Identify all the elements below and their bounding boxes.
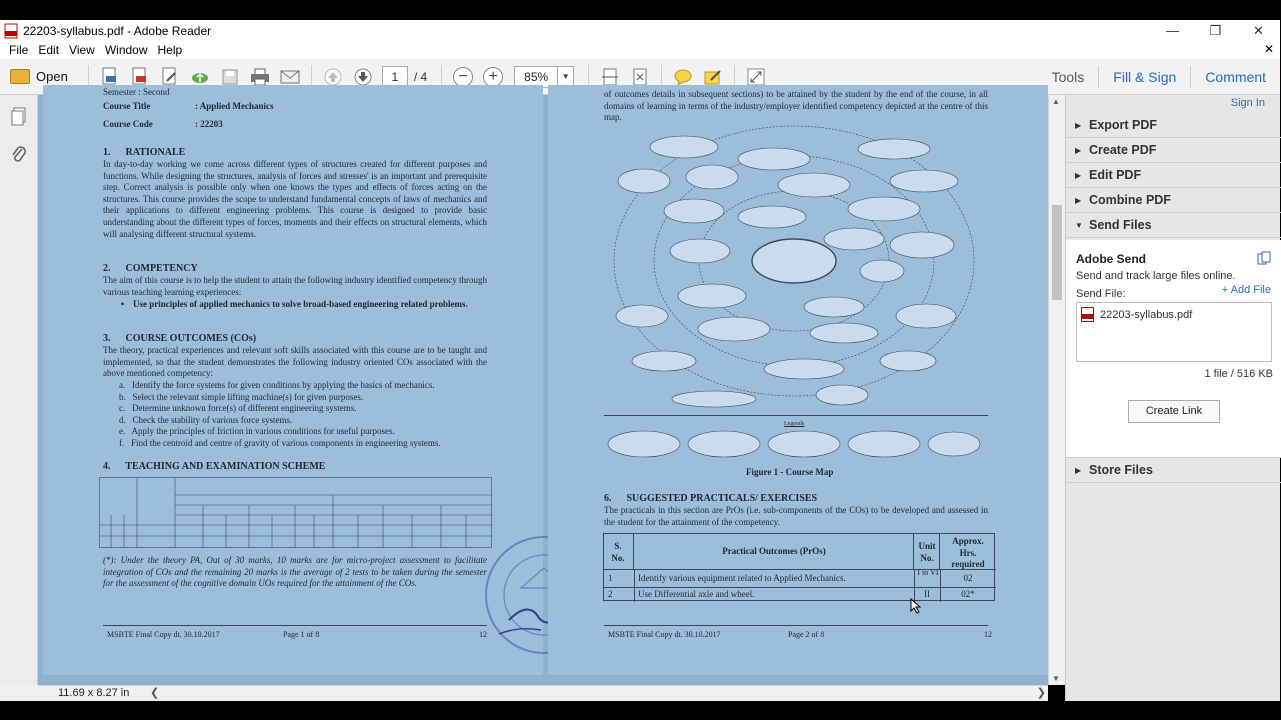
section-heading-competency: 2. COMPETENCY: [103, 263, 198, 274]
copy-link-icon[interactable]: [1257, 251, 1271, 265]
send-files-section[interactable]: [1066, 213, 1281, 238]
course-title-value: : Applied Mechanics: [195, 101, 274, 111]
row-practical: Identify various equipment related to Applied Mechanics.: [638, 573, 846, 583]
document-view[interactable]: [38, 87, 1048, 685]
send-file-label: Send File:: [1076, 288, 1126, 300]
legends-label: Legends: [784, 421, 805, 427]
practicals-table: [603, 533, 995, 601]
restore-icon[interactable]: ❐: [1209, 22, 1222, 38]
expand-right-icon: ▶: [1075, 145, 1082, 155]
screen-bottom-border: [0, 701, 1280, 720]
zoom-out-button[interactable]: −: [453, 67, 473, 87]
cell-divider: [914, 570, 915, 588]
combine-pdf-section[interactable]: [1066, 188, 1281, 213]
file-name: 22203-syllabus.pdf: [1100, 309, 1193, 321]
row-practical: Use Differential axle and wheel.: [638, 589, 755, 599]
header-hrs-text: Approx. Hrs. required: [951, 536, 985, 570]
window-title: 22203-syllabus.pdf - Adobe Reader: [23, 23, 212, 38]
file-count-size: 1 file / 516 KB: [1204, 368, 1273, 380]
table-row: [604, 570, 996, 588]
competency-text: The aim of this course is to help the student to attain the following industry identified competency through various teaching learning experiences:: [103, 275, 487, 297]
create-pdf-label: Create PDF: [1089, 143, 1157, 157]
tools-tab[interactable]: Tools: [1051, 69, 1085, 85]
export-pdf-section[interactable]: [1066, 113, 1281, 138]
open-button[interactable]: [10, 69, 68, 84]
zoom-in-button[interactable]: +: [483, 67, 503, 87]
course-code-label: Course Code: [103, 119, 153, 129]
co-item-a: a. Identify the force systems for given conditions by applying the basics of mechanics.: [119, 380, 435, 390]
menu-window[interactable]: Window: [104, 43, 148, 57]
expand-right-icon: ▶: [1075, 120, 1082, 130]
course-map-diagram: [604, 121, 988, 411]
figure-caption: Figure 1 - Course Map: [746, 467, 834, 477]
course-outcomes-intro: The theory, practical experiences and relevant soft skills associated with this course are to be taught and implemented, so that the student demonstrates the following industry oriented COs associated with the above mentioned competency:: [103, 345, 487, 379]
table-row: [604, 588, 996, 602]
open-label: Open: [36, 69, 68, 84]
zoom-level-input[interactable]: 85%: [514, 66, 558, 88]
screen-top-border: [0, 0, 1280, 20]
navigation-pane: [0, 95, 38, 685]
close-document-icon[interactable]: ✕: [1263, 42, 1274, 56]
semester-line: Semester : Second: [103, 87, 170, 97]
page-size-readout: 11.69 x 8.27 in: [58, 687, 130, 699]
header-unit-text: Unit No.: [918, 541, 936, 563]
header-sno-text: S. No.: [611, 541, 625, 563]
bullet-icon: •: [121, 299, 125, 309]
page1-footer-left: MSBTE Final Copy dt. 30.10.2017: [107, 630, 220, 639]
combine-pdf-label: Combine PDF: [1089, 193, 1171, 207]
edit-pdf-section[interactable]: [1066, 163, 1281, 188]
co-item-d: d. Check the stability of various force systems.: [119, 414, 293, 425]
comment-tab[interactable]: Comment: [1205, 69, 1266, 85]
section-heading-course-outcomes: 3. COURSE OUTCOMES (COs): [103, 333, 257, 344]
pdf-file-icon: [1081, 307, 1094, 322]
scroll-down-icon[interactable]: ▼: [1052, 674, 1060, 683]
minimize-icon[interactable]: —: [1166, 23, 1179, 38]
course-code-value: : 22203: [195, 119, 223, 129]
export-pdf-label: Export PDF: [1089, 118, 1158, 132]
toolbar-right-tabs: [1038, 59, 1280, 95]
attachments-icon[interactable]: [7, 143, 31, 167]
expand-right-icon: ▶: [1075, 465, 1082, 475]
horizontal-scrollbar[interactable]: [38, 685, 1048, 701]
page1-footer-right: 12: [479, 630, 487, 639]
pdf-page-2: [548, 85, 1048, 675]
co-item-c: c. Determine unknown force(s) of different engineering systems.: [119, 403, 357, 413]
expand-right-icon: ▶: [1075, 170, 1082, 180]
page2-footer-mid: Page 2 of 8: [788, 630, 825, 639]
teaching-exam-scheme-table: [99, 477, 493, 549]
status-corner: [0, 685, 38, 701]
page2-footer-left: MSBTE Final Copy dt. 30.10.2017: [608, 630, 721, 639]
scroll-left-icon[interactable]: ❮: [150, 687, 160, 699]
vertical-scrollbar[interactable]: [1048, 95, 1065, 685]
scroll-right-icon[interactable]: ❯: [1036, 687, 1046, 699]
expand-down-icon: ▼: [1075, 220, 1083, 230]
page-thumbnails-icon[interactable]: [7, 105, 31, 129]
create-link-button[interactable]: Create Link: [1128, 400, 1220, 423]
fill-sign-tab[interactable]: Fill & Sign: [1113, 69, 1177, 85]
menu-edit[interactable]: Edit: [38, 43, 60, 57]
folder-icon: [10, 69, 30, 84]
vertical-scroll-thumb[interactable]: [1052, 205, 1062, 300]
page1-footer-mid: Page 1 of 8: [283, 630, 320, 639]
competency-bullet: [121, 299, 487, 311]
legend-rule: [604, 415, 988, 416]
store-files-section[interactable]: [1066, 458, 1281, 483]
practicals-intro: The practicals in this section are PrOs (i.e. sub-components of the COs) to be developed and assessed in the student for the attainment of the competency.: [604, 505, 988, 527]
cell-divider: [634, 588, 635, 602]
menu-file[interactable]: File: [9, 43, 29, 57]
window-controls: [1151, 20, 1280, 41]
footer-rule: [604, 625, 988, 626]
file-list[interactable]: [1076, 302, 1272, 362]
adobe-send-title: Adobe Send: [1076, 252, 1147, 266]
store-files-label: Store Files: [1089, 463, 1153, 477]
zoom-dropdown-icon[interactable]: ▼: [558, 66, 574, 88]
send-files-label: Send Files: [1089, 218, 1152, 232]
legend-ellipses: [604, 429, 988, 459]
header-cell-pros: [634, 534, 914, 570]
section-heading-teaching-scheme: 4. TEACHING AND EXAMINATION SCHEME: [103, 461, 326, 472]
pdf-app-icon: [4, 24, 18, 38]
row-unit: I to VI: [917, 568, 939, 577]
page2-footer-right: 12: [984, 630, 992, 639]
menu-bar: [0, 41, 1280, 59]
co-item-e: e. Apply the principles of friction in various conditions for useful purposes.: [119, 426, 395, 436]
row-sno: 2: [608, 589, 613, 599]
header-pros-text: Practical Outcomes (PrOs): [722, 546, 826, 556]
row-unit: II: [924, 589, 930, 599]
section-heading-practicals: 6. SUGGESTED PRACTICALS/ EXERCISES: [604, 493, 818, 504]
page-number-input[interactable]: 1: [382, 66, 408, 88]
mouse-pointer-icon: [910, 598, 922, 614]
row-hours: 02*: [961, 589, 975, 599]
sign-in-link[interactable]: Sign In: [1230, 97, 1265, 109]
tools-pane: [1065, 95, 1280, 701]
cell-divider: [634, 570, 635, 588]
header-cell-sno: [604, 534, 634, 570]
adobe-send-description: Send and track large files online.: [1076, 270, 1236, 282]
pdf-page-1: [43, 85, 543, 675]
competency-bullet-text: Use principles of applied mechanics to solve broad-based engineering related problems.: [133, 299, 468, 309]
create-pdf-section[interactable]: [1066, 138, 1281, 163]
add-file-link[interactable]: + Add File: [1221, 284, 1271, 296]
header-cell-hrs: [940, 534, 996, 570]
header-cell-unit: [914, 534, 940, 570]
course-title-label: Course Title: [103, 101, 151, 111]
theory-pa-note: (*): Under the theory PA, Out of 30 marks, 10 marks are for micro-project assessment to facilitate integration of COs and the remaining 20 marks is the average of 2 tests to be taken during the semester for the assessment of the cognitive domain UOs required for the attainment of the COs.: [103, 555, 487, 589]
close-icon[interactable]: ✕: [1253, 22, 1264, 38]
co-item-b: b. Select the relevant simple lifting machine(s) for given purposes.: [119, 391, 364, 402]
scroll-up-icon[interactable]: ▲: [1052, 97, 1060, 106]
expand-right-icon: ▶: [1075, 195, 1082, 205]
rationale-text: In day-to-day working we come across different types of structures created for different purposes and functions. While designing the structures, analysis of forces and stresses' is an important and prerequisite step. Correct analysis is possible only when one knows the types and effects of forces acting on the structures. This course provides the scope to understand fundamental concepts of laws of mechanics and their applications to different engineering problems. This course is designed to provide basic understanding about the different types of forces, moments and their effects on structural elements, which will analysing different structural systems.: [103, 159, 487, 239]
footer-rule: [103, 625, 487, 626]
page-total: / 4: [413, 69, 428, 84]
row-sno: 1: [608, 573, 613, 583]
co-item-f: f. Find the centroid and centre of gravity of various components in engineering systems.: [119, 437, 441, 448]
section-heading-rationale: 1. RATIONALE: [103, 147, 186, 158]
edit-pdf-label: Edit PDF: [1089, 168, 1142, 182]
title-bar: [0, 20, 1280, 41]
menu-help[interactable]: Help: [157, 43, 183, 57]
adobe-send-panel: [1066, 240, 1281, 458]
course-map-intro-text: of outcomes details in subsequent sections) to be attained by the student by the end of the course, in all domains of learning in terms of the industry/employer identified competency depicted at the centre of this map.: [604, 89, 988, 123]
menu-view[interactable]: View: [69, 43, 95, 57]
row-hours: 02: [963, 573, 973, 583]
